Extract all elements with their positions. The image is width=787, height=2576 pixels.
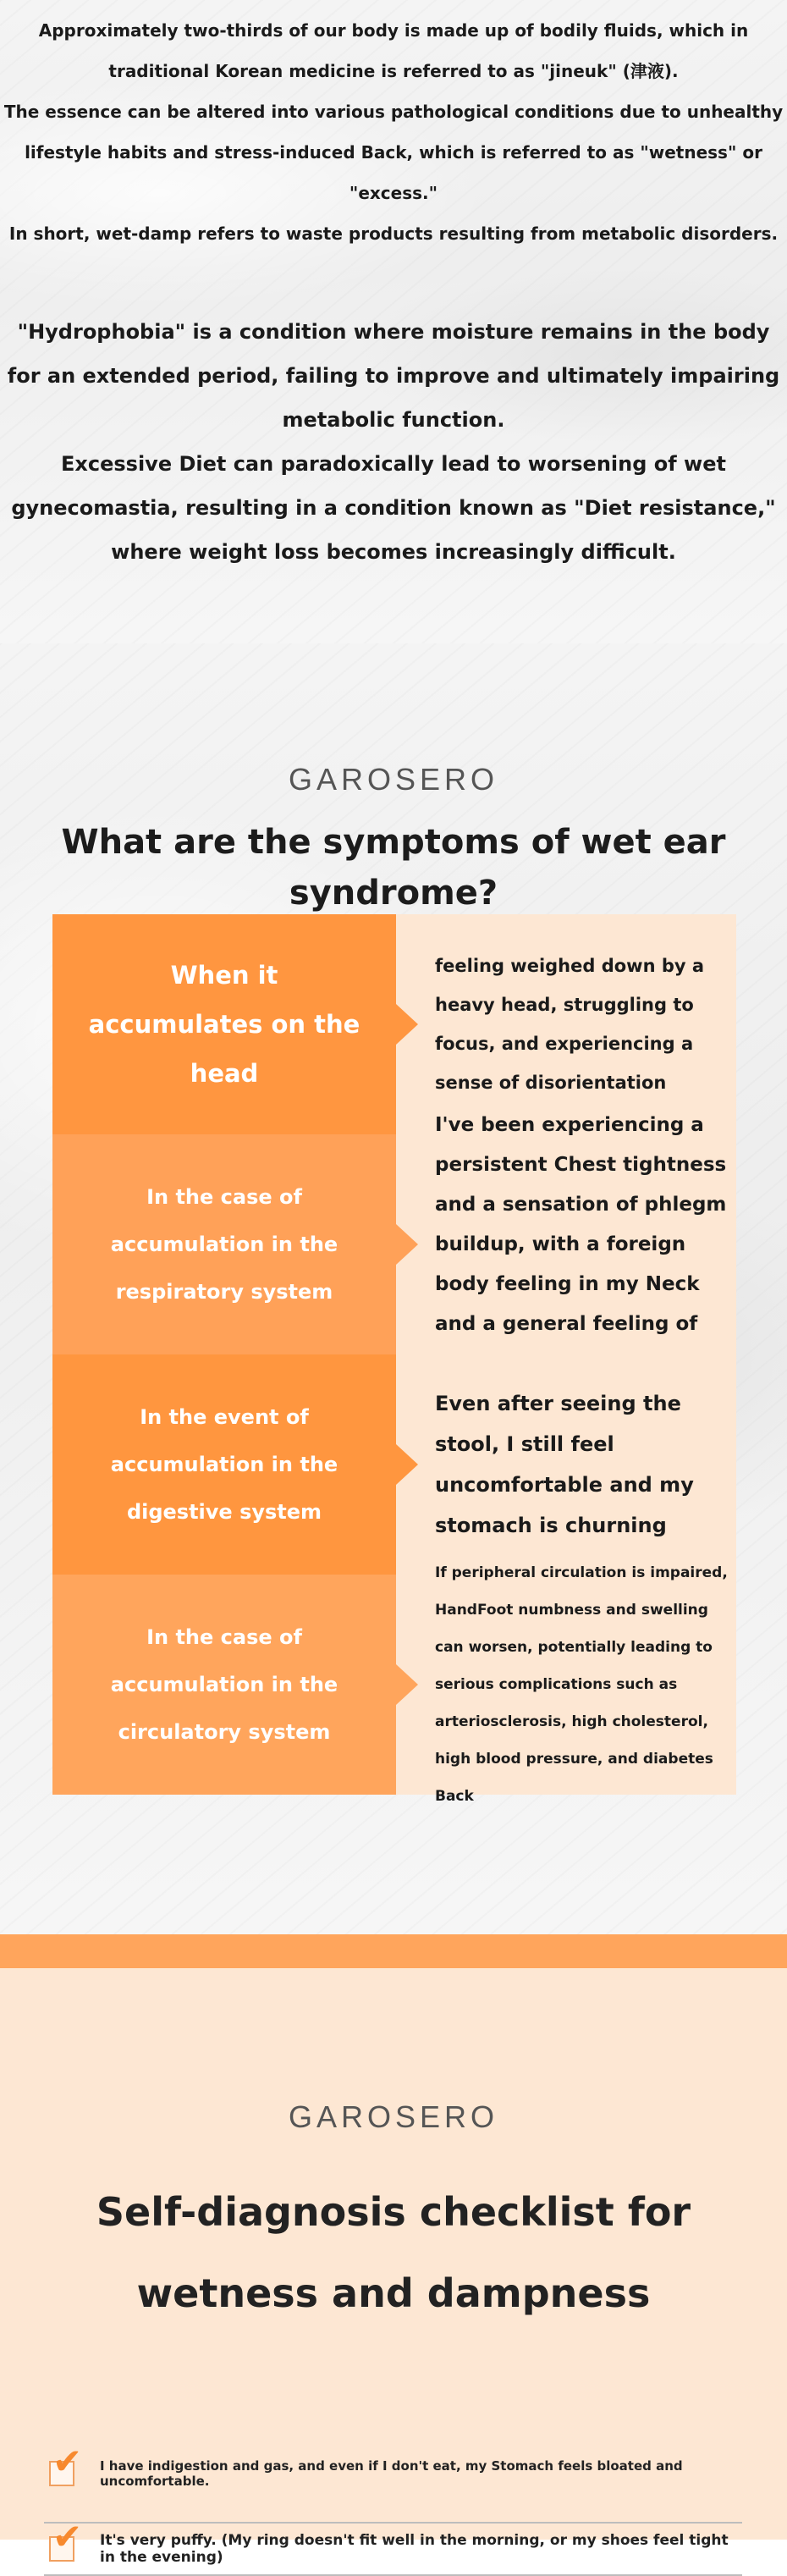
checklist-item[interactable] (44, 2425, 742, 2524)
symptom-location-cell (52, 1354, 396, 1575)
brand-name: GAROSERO (288, 762, 499, 797)
symptom-description-cell (396, 914, 736, 1134)
checklist-item-text: It's very puffy. (My ring doesn't fit well in the morning, or my shoes feel tight in the evening) (100, 2532, 729, 2566)
symptom-description: Even after seeing the stool, I still feel uncomfortable and my stomach is churning (435, 1392, 694, 1537)
symptom-description: If peripheral circulation is impaired, HandFoot numbness and swelling can worsen, potentially leading to serious complications such as arteriosclerosis, high cholesterol, high blood pressure, and diabetes Back (435, 1564, 728, 1805)
intro-section (0, 0, 787, 643)
symptom-location-cell (52, 1575, 396, 1795)
symptom-row (52, 914, 736, 1134)
symptom-location: In the case of accumulation in the respiratory system (110, 1185, 338, 1304)
checklist-item-text: I have indigestion and gas, and even if I don't eat, my Stomach feels bloated and uncomfortable. (100, 2458, 683, 2489)
symptom-location: In the case of accumulation in the circulatory system (110, 1625, 338, 1744)
symptom-location-cell (52, 1134, 396, 1354)
checkbox[interactable] (49, 2516, 83, 2562)
symptom-location: When it accumulates on the head (88, 961, 360, 1088)
symptom-row (52, 1354, 736, 1575)
brand-name: GAROSERO (288, 2099, 499, 2134)
checklist-heading: Self-diagnosis checklist for wetness and dampness (96, 2189, 691, 2316)
divider-band (0, 1934, 787, 1968)
checkmark-icon: ✔ (52, 2441, 83, 2482)
checkbox[interactable] (49, 2441, 83, 2486)
symptom-row (52, 1564, 736, 1805)
symptoms-section (0, 643, 787, 1934)
symptom-description: feeling weighed down by a heavy head, struggling to focus, and experiencing a sense of disorientation (435, 956, 705, 1093)
intro-paragraph-2: "Hydrophobia" is a condition where moisture remains in the body for an extended period, failing to improve and ultimately impairing metabolic function. Excessive Diet can paradoxically lead to worsening of wet gynecomastia, resulting in a condition known as "Diet resistance," where weight loss becomes increasingly difficult. (7, 320, 780, 564)
symptom-description-cell (396, 1113, 736, 1354)
symptom-location: In the event of accumulation in the digestive system (110, 1405, 338, 1524)
symptoms-table (52, 914, 736, 1805)
checklist-section (0, 1968, 787, 2566)
symptom-description-cell (396, 1564, 736, 1805)
symptom-description: I've been experiencing a persistent Chest tightness and a sensation of phlegm buildup, with a foreign body feeling in my Neck and a general feeling of (435, 1113, 727, 1335)
symptoms-heading: What are the symptoms of wet ear syndrome? (61, 823, 726, 913)
checklist-item[interactable] (44, 2516, 742, 2576)
symptom-row (52, 1113, 736, 1354)
intro-paragraph-1: Approximately two-thirds of our body is made up of bodily fluids, which in traditional Korean medicine is referred to as "jineuk" (津液). The essence can be altered into various pathological conditions due to unhealthy lifestyle habits and stress-induced Back, which is referred to as "wetness" or "excess." In short, wet-damp refers to waste products resulting from metabolic disorders. (3, 20, 784, 244)
checkmark-icon: ✔ (52, 2516, 83, 2557)
symptom-location-cell (52, 914, 396, 1134)
symptom-description-cell (396, 1354, 736, 1575)
